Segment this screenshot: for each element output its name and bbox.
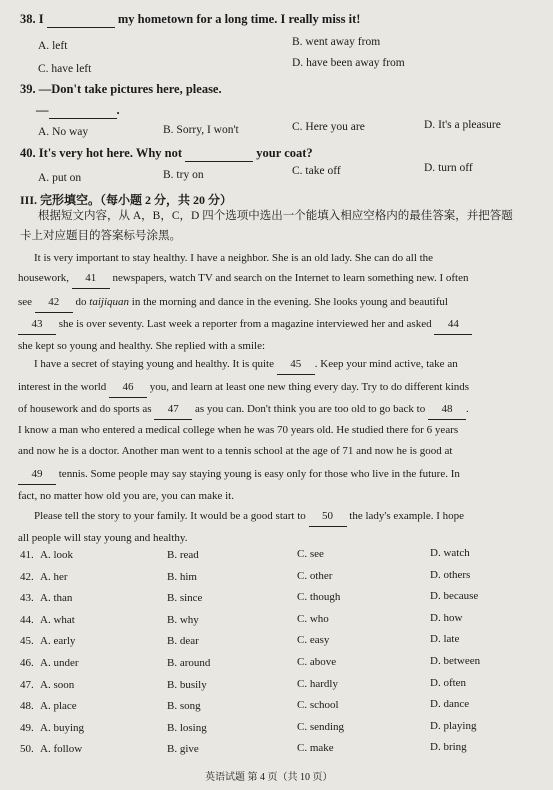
answer-option-b: B. why [167,613,199,626]
blank-50: 50 [309,506,347,527]
blank-46: 46 [109,377,147,398]
answer-option-a: A. than [40,592,73,605]
q38-stem [20,12,360,28]
answer-row-number: 41. [20,549,34,561]
answer-option-b: B. dear [167,635,199,648]
answer-option-a: A. look [40,549,73,561]
q39-option-b: B. Sorry, I won't [163,124,239,136]
answer-row-number: 45. [20,635,34,648]
passage-line: I have a secret of staying young and healthy. It is quite 45 . Keep your mind active, take an [34,354,458,375]
passage-line: Please tell the story to your family. It would be a good start to 50 the lady's example. I hope [34,506,464,527]
answer-option-c: C. sending [297,720,345,733]
answer-option-b: B. losing [167,721,207,734]
passage-line: all people will stay young and healthy. [18,532,188,544]
q40-option-d: D. turn off [424,162,473,174]
q39-option-a: A. No way [38,126,89,138]
blank-41: 41 [72,268,110,289]
answer-option-c: C. school [297,699,339,712]
answer-option-b: B. song [167,700,201,713]
answer-option-a: A. under [40,657,79,669]
q38-option-c: C. have left [38,63,92,75]
answer-option-d: D. watch [430,547,470,559]
q40-number: 40. [20,146,36,160]
answer-option-c: C. though [297,591,341,604]
passage-line: 49 tennis. Some people may say staying young is easy only for those who live in the future. In [18,464,460,485]
q38-option-d: D. have been away from [292,57,405,69]
answer-option-c: C. above [297,656,337,668]
blank-47: 47 [154,399,192,420]
answer-option-c: C. hardly [297,677,338,690]
answer-row-number: 47. [20,678,34,691]
q39-number: 39. [20,82,36,96]
q40-pre: It's very hot here. Why not [38,146,183,160]
answer-option-b: B. since [167,592,203,605]
answer-option-b: B. around [167,657,211,669]
passage-line: of housework and do sports as 47 as you can. Don't think you are too old to go back to 48 . [18,399,469,420]
q40-option-b: B. try on [163,169,204,181]
answer-row-number: 42. [20,570,34,583]
q39-option-c: C. Here you are [292,121,365,133]
passage-line: It is very important to stay healthy. I have a neighbor. She is an old lady. She can do all the [34,252,434,264]
answer-option-b: B. read [167,549,199,561]
q39-text: —Don't take pictures here, please. [38,82,222,96]
passage-line: and now he is a doctor. Another man went to a tennis school at the age of 71 and now he is good at [18,445,453,457]
answer-row-number: 43. [20,592,34,605]
answer-option-d: D. between [430,655,481,667]
q39-stem [20,82,222,97]
blank-44: 44 [434,314,472,335]
q40-blank [185,146,253,162]
passage-line: housework, 41 newspapers, watch TV and search on the Internet to learn something new. I often [18,268,469,289]
answer-option-a: A. buying [40,721,84,734]
q39-blank [49,103,117,119]
answer-option-d: D. how [430,611,463,624]
answer-row-number: 50. [20,743,34,756]
answer-option-b: B. busily [167,678,207,691]
blank-42: 42 [35,292,73,313]
answer-option-c: C. see [297,548,324,560]
passage-line: see 42 do taijiquan in the morning and dance in the evening. She looks young and beautiful [18,292,448,313]
q40-option-a: A. put on [38,172,82,184]
answer-option-a: A. what [40,613,75,626]
q38-number: 38. [20,12,36,26]
answer-option-b: B. him [167,570,197,583]
answer-option-a: A. her [40,570,68,583]
answer-row-number: 48. [20,700,34,713]
answer-option-c: C. easy [297,634,330,647]
passage-line: I know a man who entered a medical college when he was 70 years old. He studied there for 6 years [18,424,459,436]
answer-row-number: 46. [20,657,34,669]
passage-line: interest in the world 46 you, and learn at least one new thing every day. Try to do different kinds [18,377,469,398]
section-instruction-1: 根据短文内容，从 A，B，C，D 四个选项中选出一个能填入相应空格内的最佳答案，并把答题 [38,210,513,222]
answer-option-c: C. make [297,742,334,755]
blank-49: 49 [18,464,56,485]
answer-option-d: D. because [430,590,479,603]
blank-45: 45 [277,354,315,375]
q38-post: my hometown for a long time. I really miss it! [117,12,361,26]
passage-line: fact, no matter how old you are, you can make it. [18,490,234,502]
q40-option-c: C. take off [292,165,341,177]
section-instruction-2: 卡上对应题目的答案标号涂黑。 [20,230,181,242]
q39-response: — . [36,103,120,117]
answer-row-number: 44. [20,613,34,626]
answer-option-d: D. playing [430,719,477,732]
blank-43: 43 [18,314,56,335]
section-title: III. 完形填空。（每小题 2 分，共 20 分） [20,193,233,207]
answer-option-d: D. dance [430,698,470,711]
q40-post: your coat? [256,146,313,160]
q38-option-a: A. left [38,40,68,52]
answer-option-d: D. late [430,633,460,646]
page-footer: 英语试题 第 4 页（共 10 页） [205,772,333,783]
q38-pre: I [38,12,44,26]
answer-option-d: D. bring [430,741,467,754]
answer-option-b: B. give [167,743,199,756]
answer-option-a: A. follow [40,743,83,756]
answer-option-d: D. often [430,676,467,689]
q38-option-b: B. went away from [292,36,381,48]
q38-blank [47,12,115,28]
answer-row-number: 49. [20,721,34,734]
answer-option-a: A. early [40,635,76,648]
passage-line: 43 she is over seventy. Last week a reporter from a magazine interviewed her and asked 44 [18,314,472,335]
answer-option-c: C. who [297,612,329,625]
passage-line: she kept so young and healthy. She replied with a smile: [18,340,266,352]
answer-option-a: A. soon [40,678,75,691]
answer-option-a: A. place [40,700,77,713]
q40-stem [20,146,313,162]
blank-48: 48 [428,399,466,420]
answer-option-d: D. others [430,568,471,581]
answer-option-c: C. other [297,569,333,582]
q39-option-d: D. It's a pleasure [424,119,501,131]
